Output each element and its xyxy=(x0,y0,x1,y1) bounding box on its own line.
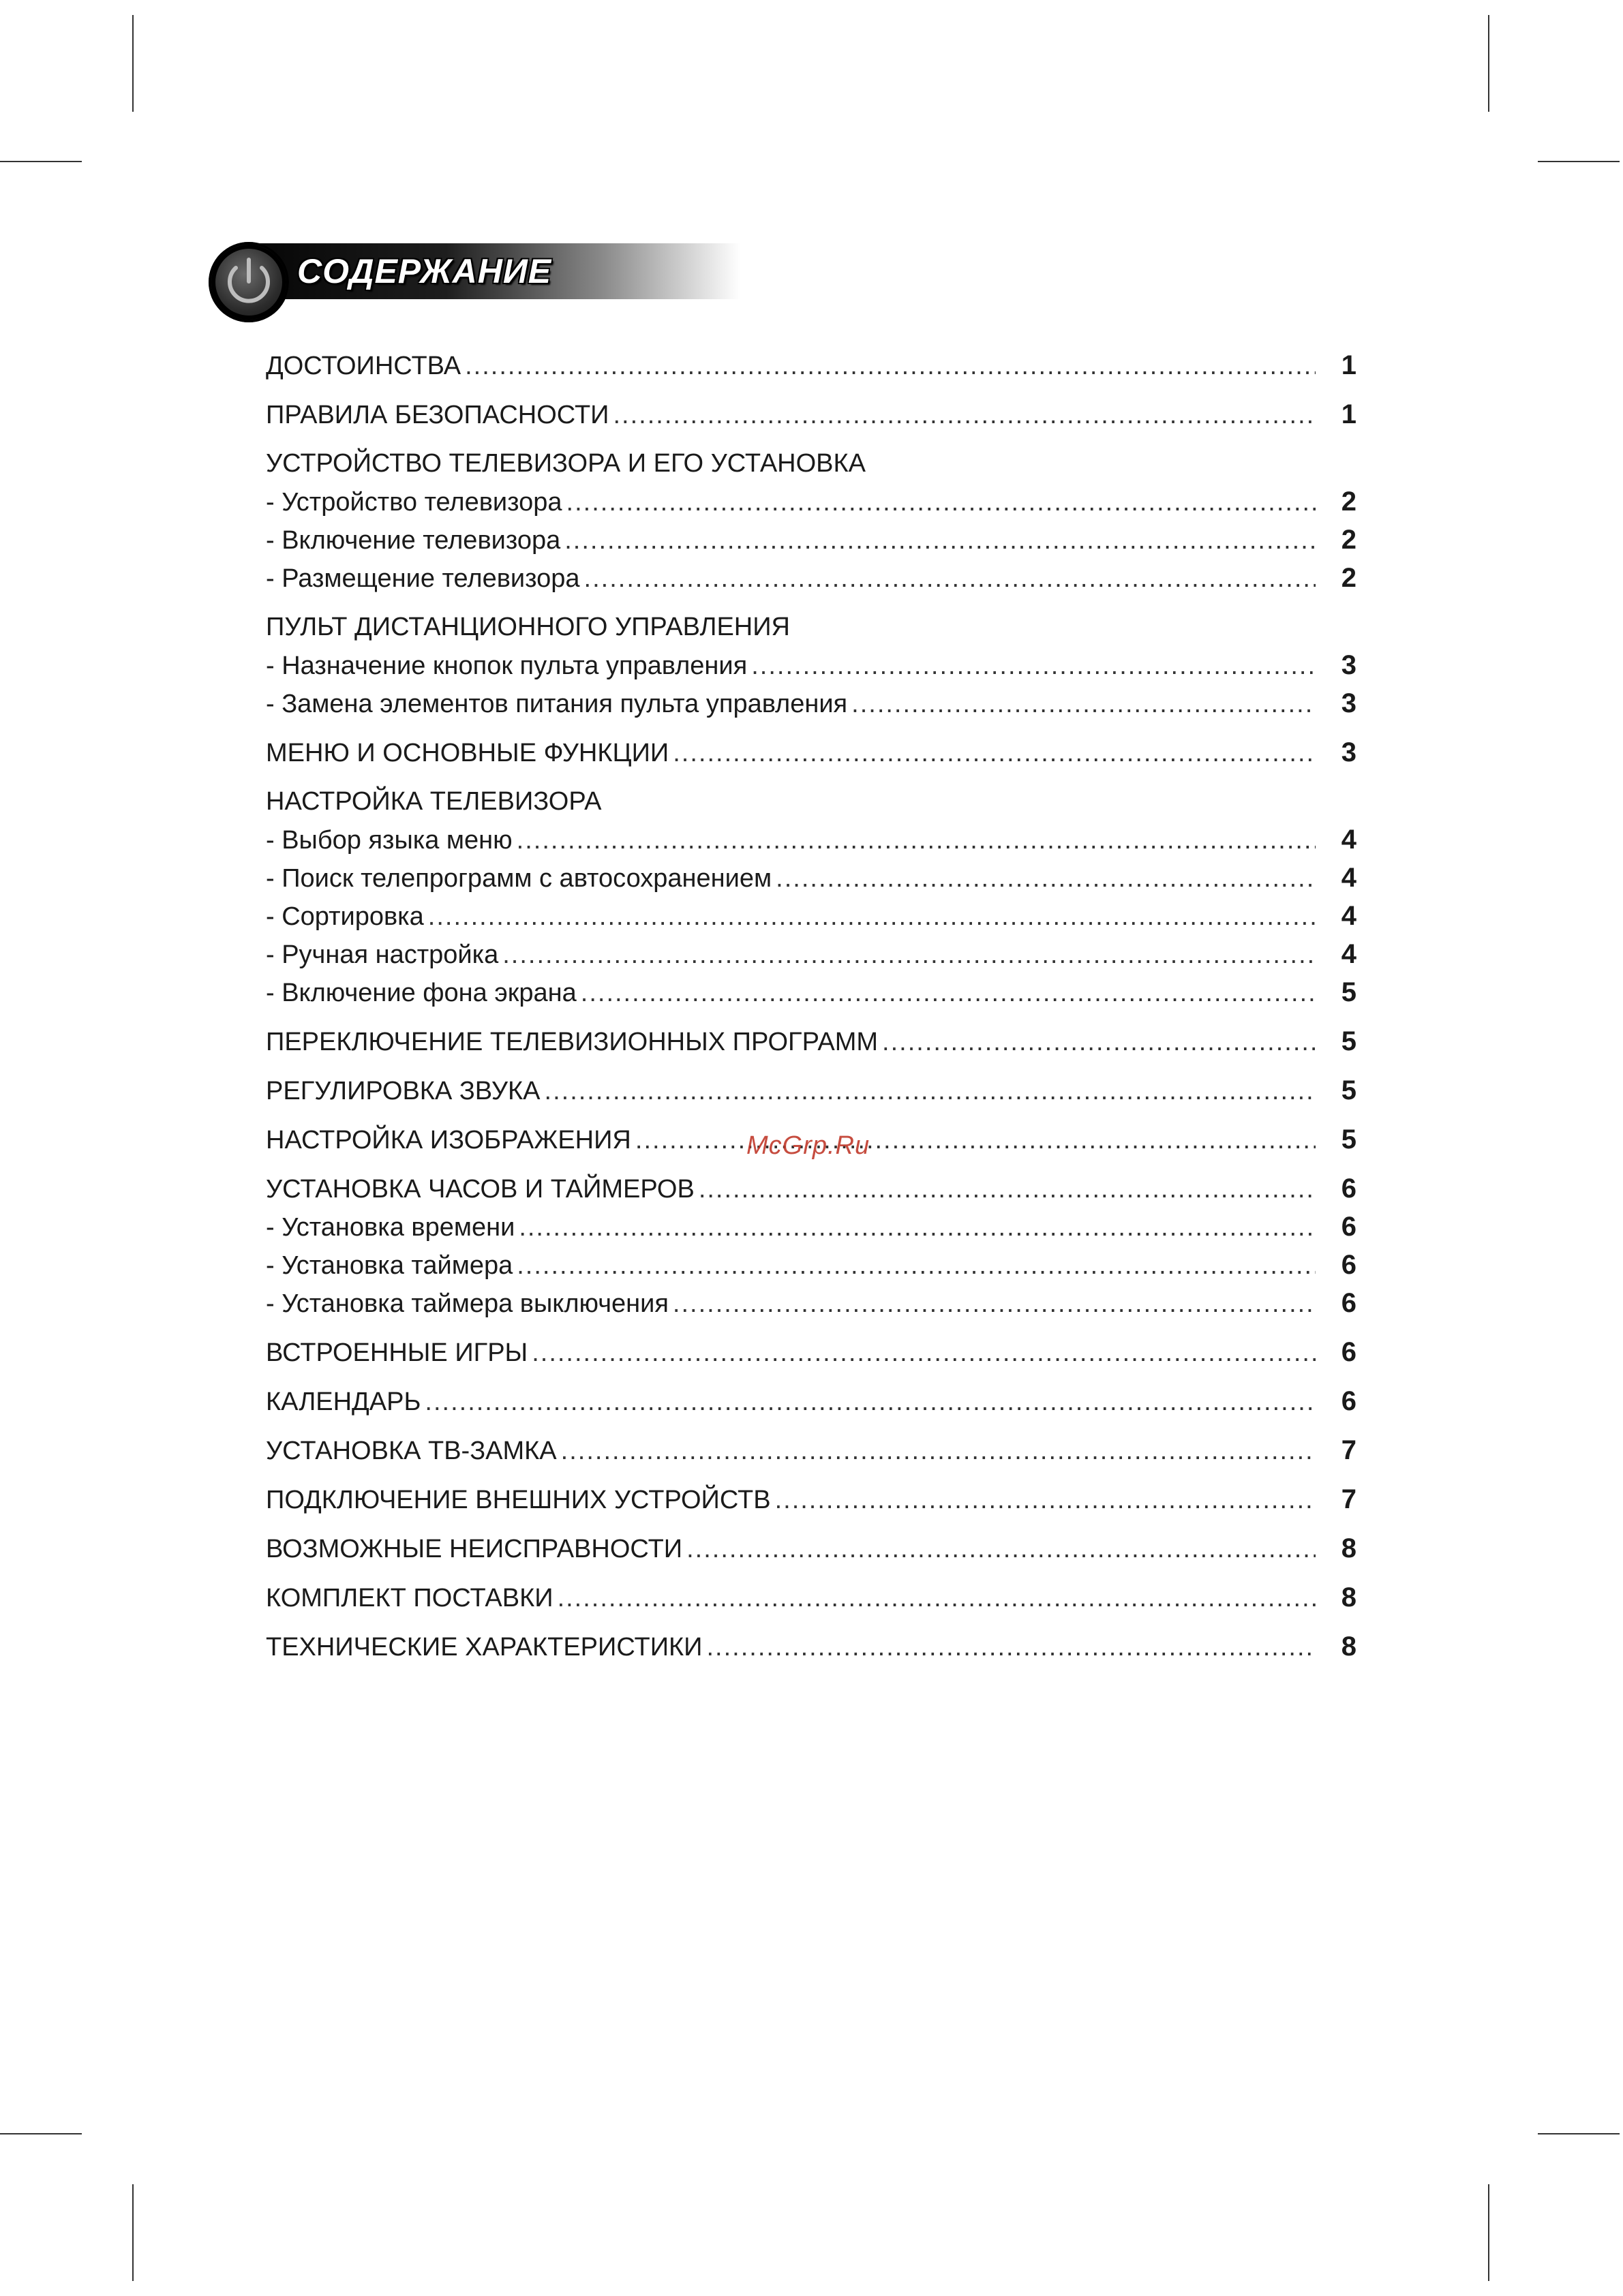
toc-entry-page: 6 xyxy=(1341,1212,1356,1242)
toc-leader-dots xyxy=(465,348,1316,384)
toc-entry-title: РЕГУЛИРОВКА ЗВУКА xyxy=(266,1077,541,1105)
toc-subentry xyxy=(266,1285,1356,1321)
toc-entry xyxy=(266,1171,1356,1206)
toc-entry-page: 2 xyxy=(1341,487,1356,517)
toc-entry-title: НАСТРОЙКА ИЗОБРАЖЕНИЯ xyxy=(266,1126,631,1154)
toc-subentry xyxy=(266,975,1356,1010)
watermark: McGrp.Ru xyxy=(746,1131,870,1160)
toc-leader-dots xyxy=(428,899,1316,934)
toc-entry-title: - Поиск телепрограмм с автосохранением xyxy=(266,864,772,893)
toc-entry-title: - Замена элементов питания пульта управления xyxy=(266,690,848,718)
toc-entry-page: 6 xyxy=(1341,1337,1356,1367)
toc-leader-dots xyxy=(532,1335,1316,1371)
toc-entry-page: 3 xyxy=(1341,688,1356,718)
crop-mark xyxy=(1538,2133,1620,2134)
toc-entry-title: ВОЗМОЖНЫЕ НЕИСПРАВНОСТИ xyxy=(266,1535,683,1563)
crop-mark xyxy=(0,161,82,162)
toc-entry xyxy=(266,1073,1356,1108)
toc-leader-dots xyxy=(613,397,1316,433)
toc-leader-dots xyxy=(686,1531,1316,1567)
toc-entry-page: 1 xyxy=(1341,399,1356,429)
toc-leader-dots xyxy=(425,1384,1316,1420)
toc-subentry xyxy=(266,484,1356,519)
toc-entry-title: - Сортировка xyxy=(266,902,424,931)
toc-entry-page: 3 xyxy=(1341,737,1356,767)
toc-leader-dots xyxy=(564,523,1316,558)
toc-subentry xyxy=(266,822,1356,857)
toc-entry-title: - Размещение телевизора xyxy=(266,564,580,593)
crop-mark xyxy=(0,2133,82,2134)
toc-leader-dots xyxy=(519,1210,1316,1245)
toc-entry-page: 6 xyxy=(1341,1386,1356,1416)
toc-entry-page: 1 xyxy=(1341,350,1356,380)
toc-entry-title: - Включение фона экрана xyxy=(266,979,577,1007)
toc-entry xyxy=(266,1629,1356,1664)
toc-subentry xyxy=(266,522,1356,557)
toc-entry-title: ВСТРОЕННЫЕ ИГРЫ xyxy=(266,1338,528,1367)
toc-entry-title: - Установка таймера выключения xyxy=(266,1289,669,1318)
toc-entry-page: 4 xyxy=(1341,939,1356,969)
toc-leader-dots xyxy=(566,485,1316,520)
toc-entry-title: - Установка таймера xyxy=(266,1251,513,1280)
crop-mark xyxy=(132,2184,134,2281)
toc-entry-page: 2 xyxy=(1341,525,1356,555)
toc-entry xyxy=(266,1334,1356,1370)
toc-entry-title: - Включение телевизора xyxy=(266,526,561,555)
toc-leader-dots xyxy=(635,1122,1316,1158)
crop-mark xyxy=(1538,161,1620,162)
crop-mark xyxy=(1488,15,1489,112)
crop-mark xyxy=(1488,2184,1489,2281)
toc-entry-page: 8 xyxy=(1341,1582,1356,1612)
toc-leader-dots xyxy=(699,1172,1316,1207)
toc-entry-title: - Установка времени xyxy=(266,1213,515,1242)
toc-entry-page: 4 xyxy=(1341,901,1356,931)
toc-entry-title: ПЕРЕКЛЮЧЕНИЕ ТЕЛЕВИЗИОННЫХ ПРОГРАММ xyxy=(266,1028,879,1056)
toc-entry-title: МЕНЮ И ОСНОВНЫЕ ФУНКЦИИ xyxy=(266,739,669,767)
toc-entry-page: 8 xyxy=(1341,1632,1356,1662)
toc-leader-dots xyxy=(776,861,1316,896)
toc-subentry xyxy=(266,936,1356,972)
toc-entry-title: КАЛЕНДАРЬ xyxy=(266,1388,421,1416)
toc-entry-page: 7 xyxy=(1341,1484,1356,1514)
toc-leader-dots xyxy=(775,1482,1316,1518)
toc-entry-title: УСТАНОВКА ЧАСОВ И ТАЙМЕРОВ xyxy=(266,1175,695,1204)
toc-leader-dots xyxy=(558,1580,1316,1616)
toc-leader-dots xyxy=(545,1073,1316,1109)
toc-entry-title: ДОСТОИНСТВА xyxy=(266,352,461,380)
toc-entry xyxy=(266,1433,1356,1468)
toc-subentry xyxy=(266,647,1356,683)
toc-entry xyxy=(266,735,1356,770)
toc-entry xyxy=(266,397,1356,432)
toc-leader-dots xyxy=(673,1286,1316,1321)
toc-entry-title: ТЕХНИЧЕСКИЕ ХАРАКТЕРИСТИКИ xyxy=(266,1633,703,1662)
toc-subentry xyxy=(266,898,1356,934)
toc-entry xyxy=(266,1580,1356,1615)
power-icon xyxy=(209,242,289,322)
toc-section-heading: ПУЛЬТ ДИСТАНЦИОННОГО УПРАВЛЕНИЯ xyxy=(266,613,790,641)
toc-subentry xyxy=(266,686,1356,721)
toc-entry-page: 5 xyxy=(1341,977,1356,1007)
toc-section-heading: УСТРОЙСТВО ТЕЛЕВИЗОРА И ЕГО УСТАНОВКА xyxy=(266,449,866,478)
toc-leader-dots xyxy=(581,975,1316,1011)
crop-mark xyxy=(132,15,134,112)
toc-section-heading: НАСТРОЙКА ТЕЛЕВИЗОРА xyxy=(266,787,602,816)
toc-leader-dots xyxy=(706,1629,1316,1665)
toc-entry-page: 5 xyxy=(1341,1026,1356,1056)
toc-subentry xyxy=(266,560,1356,596)
toc-entry-title: КОМПЛЕКТ ПОСТАВКИ xyxy=(266,1584,553,1612)
toc-entry xyxy=(266,1531,1356,1566)
toc-entry-title: - Назначение кнопок пульта управления xyxy=(266,652,748,680)
toc-entry-page: 4 xyxy=(1341,863,1356,893)
toc-entry-page: 4 xyxy=(1341,825,1356,855)
toc-entry-page: 6 xyxy=(1341,1250,1356,1280)
toc-entry xyxy=(266,348,1356,383)
toc-leader-dots xyxy=(673,735,1316,771)
toc-entry-page: 5 xyxy=(1341,1075,1356,1105)
toc-leader-dots xyxy=(561,1433,1316,1469)
toc-entry-title: ПОДКЛЮЧЕНИЕ ВНЕШНИХ УСТРОЙСТВ xyxy=(266,1486,771,1514)
toc-entry xyxy=(266,1024,1356,1059)
section-header xyxy=(209,242,740,322)
toc-leader-dots xyxy=(882,1024,1316,1060)
toc-leader-dots xyxy=(851,686,1316,722)
toc-entry-page: 5 xyxy=(1341,1124,1356,1154)
toc-entry-page: 3 xyxy=(1341,650,1356,680)
toc-entry-title: ПРАВИЛА БЕЗОПАСНОСТИ xyxy=(266,401,609,429)
toc-leader-dots xyxy=(584,561,1316,596)
toc-entry-title: УСТАНОВКА ТВ-ЗАМКА xyxy=(266,1437,557,1465)
toc-leader-dots xyxy=(517,823,1316,858)
toc-entry xyxy=(266,1482,1356,1517)
toc-leader-dots xyxy=(517,1248,1316,1283)
toc-entry-page: 2 xyxy=(1341,563,1356,593)
toc-entry xyxy=(266,1383,1356,1419)
toc-entry-page: 8 xyxy=(1341,1533,1356,1563)
toc-subentry xyxy=(266,1209,1356,1244)
toc-leader-dots xyxy=(751,648,1316,684)
toc-entry-title: - Устройство телевизора xyxy=(266,488,562,517)
toc-subentry xyxy=(266,860,1356,896)
toc-entry-title: - Выбор языка меню xyxy=(266,826,513,855)
toc-entry-page: 6 xyxy=(1341,1288,1356,1318)
toc-entry-title: - Ручная настройка xyxy=(266,940,499,969)
toc-leader-dots xyxy=(502,937,1316,973)
toc-subentry xyxy=(266,1247,1356,1283)
page-title: СОДЕРЖАНИЕ xyxy=(297,252,552,290)
toc-entry-page: 7 xyxy=(1341,1435,1356,1465)
toc-entry-page: 6 xyxy=(1341,1174,1356,1204)
